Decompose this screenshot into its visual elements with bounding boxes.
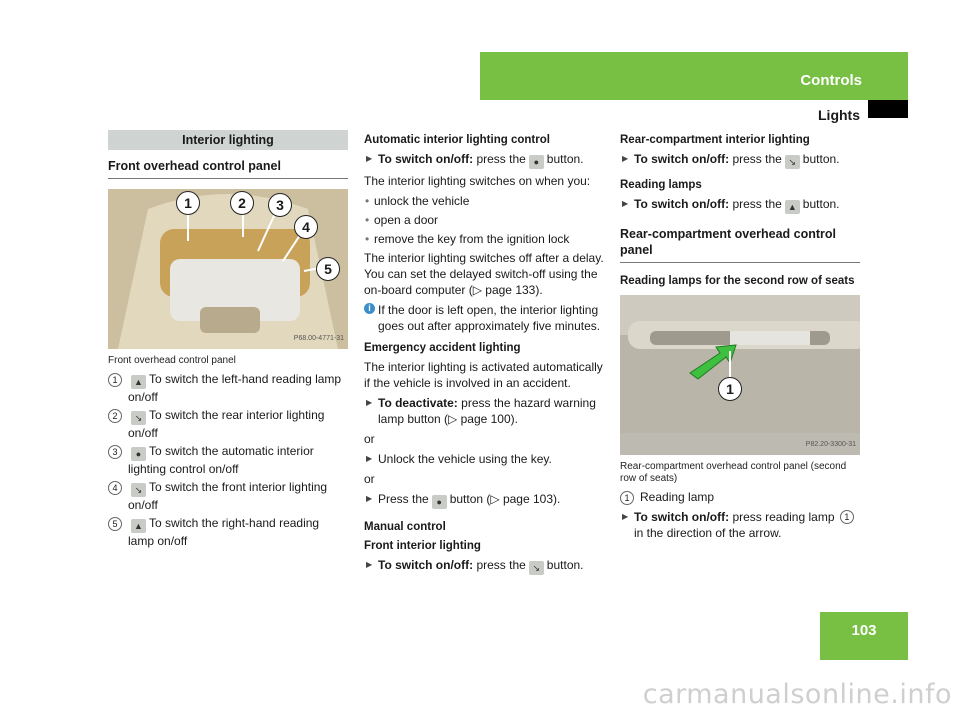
step-reading-switch bbox=[620, 196, 860, 214]
bullet-item: • unlock the vehicle bbox=[364, 193, 606, 209]
front-panel-photo bbox=[108, 189, 348, 349]
figure-caption: Rear-compartment overhead control panel (second row of seats) bbox=[620, 461, 847, 484]
chapter-tab bbox=[480, 52, 908, 100]
info-icon: i bbox=[364, 303, 375, 314]
step-text: press the bbox=[476, 152, 526, 166]
section-heading: Interior lighting bbox=[108, 130, 348, 150]
rear-light-icon: ↘ bbox=[131, 411, 146, 425]
step-text: button. bbox=[546, 558, 584, 572]
callout-4: 4 bbox=[294, 215, 318, 239]
step-reading-lamp bbox=[620, 509, 860, 541]
step-unlock: ▶ Unlock the vehicle using the key. bbox=[364, 451, 606, 467]
step-text: Press the bbox=[378, 492, 429, 506]
step-label: To switch on/off: bbox=[378, 558, 474, 572]
section-marker bbox=[868, 100, 908, 118]
step-text: press the hazard warning lamp button (▷ page 100). bbox=[378, 396, 596, 426]
rear-light-icon: ↘ bbox=[785, 155, 800, 169]
step-deactivate bbox=[364, 395, 606, 427]
paragraph: The interior lighting switches off after a delay. You can set the delayed switch-off using the on-board computer (▷ page 133). bbox=[364, 251, 604, 297]
front-panel-illustration bbox=[108, 189, 348, 349]
heading-rear-lighting: Rear-compartment interior lighting bbox=[620, 134, 810, 146]
paragraph: The interior lighting switches on when you: bbox=[364, 174, 591, 188]
page-number: 103 bbox=[851, 622, 877, 639]
step-text: button. bbox=[802, 152, 840, 166]
legend-number: 2 bbox=[108, 409, 122, 423]
legend-text: Reading lamp bbox=[640, 490, 715, 504]
reading-lamp-right-icon: ▲ bbox=[131, 519, 146, 533]
column-right bbox=[620, 130, 860, 545]
step-label: To switch on/off: bbox=[634, 510, 730, 524]
figure-caption: Front overhead control panel bbox=[108, 355, 236, 366]
legend-number: 4 bbox=[108, 481, 122, 495]
legend-number: 3 bbox=[108, 445, 122, 459]
column-middle bbox=[364, 130, 606, 579]
legend-text: To switch the rear interior lighting on/off bbox=[128, 408, 325, 440]
legend-item bbox=[108, 443, 348, 477]
step-text: button. bbox=[546, 152, 584, 166]
callout-3: 3 bbox=[268, 193, 292, 217]
step-text: in the direction of the arrow. bbox=[634, 526, 782, 540]
callout-2: 2 bbox=[230, 191, 254, 215]
heading-rear-panel: Rear-compartment overhead control panel bbox=[620, 226, 860, 263]
legend-item bbox=[108, 479, 348, 513]
heading-reading-lamps: Reading lamps bbox=[620, 179, 702, 191]
page-number-box bbox=[820, 612, 908, 660]
step-text: press the bbox=[732, 152, 782, 166]
legend-text: To switch the front interior lighting on/off bbox=[128, 480, 328, 512]
auto-light-icon: ● bbox=[529, 155, 544, 169]
or-text: or bbox=[364, 472, 375, 486]
step-front-switch bbox=[364, 557, 606, 575]
legend-number: 1 bbox=[108, 373, 122, 387]
step-text: press the bbox=[476, 558, 526, 572]
auto-light-icon: ● bbox=[432, 495, 447, 509]
callout-1: 1 bbox=[718, 377, 742, 401]
or-text: or bbox=[364, 432, 375, 446]
step-text: button (▷ page 103). bbox=[449, 492, 561, 506]
rear-panel-illustration bbox=[620, 295, 860, 455]
rear-panel-photo bbox=[620, 295, 860, 455]
step-label: To deactivate: bbox=[378, 396, 458, 410]
legend-number: 5 bbox=[108, 517, 122, 531]
front-light-icon: ↘ bbox=[131, 483, 146, 497]
legend-item bbox=[620, 489, 860, 505]
bullet-item: • remove the key from the ignition lock bbox=[364, 231, 606, 247]
step-text: press the bbox=[732, 197, 782, 211]
inline-number: 1 bbox=[840, 510, 854, 524]
subheading: Front overhead control panel bbox=[108, 158, 348, 179]
paragraph: The interior lighting is activated automatically if the vehicle is involved in an accident. bbox=[364, 360, 603, 390]
heading-front-lighting: Front interior lighting bbox=[364, 540, 481, 552]
legend-number: 1 bbox=[620, 491, 634, 505]
legend-item bbox=[108, 515, 348, 549]
chapter-title: Controls bbox=[800, 72, 862, 89]
step-text: button. bbox=[802, 197, 840, 211]
callout-1: 1 bbox=[176, 191, 200, 215]
legend-item bbox=[108, 407, 348, 441]
callout-5: 5 bbox=[316, 257, 340, 281]
legend-text: To switch the left-hand reading lamp on/off bbox=[128, 372, 342, 404]
front-light-icon: ↘ bbox=[529, 561, 544, 575]
heading-automatic-lighting: Automatic interior lighting control bbox=[364, 134, 550, 146]
heading-emergency-lighting: Emergency accident lighting bbox=[364, 342, 521, 354]
column-left bbox=[108, 130, 348, 551]
reading-lamp-left-icon: ▲ bbox=[131, 375, 146, 389]
reading-lamp-icon: ▲ bbox=[785, 200, 800, 214]
step-label: To switch on/off: bbox=[634, 152, 730, 166]
image-reference: P82.20-3300-31 bbox=[805, 441, 856, 448]
legend-text: To switch the right-hand reading lamp on/off bbox=[128, 516, 320, 548]
step-auto-switch bbox=[364, 151, 606, 169]
heading-second-row: Reading lamps for the second row of seats bbox=[620, 275, 855, 287]
bullet-item: • open a door bbox=[364, 212, 606, 228]
legend-text: To switch the automatic interior lighting control on/off bbox=[128, 444, 314, 476]
step-press-button bbox=[364, 491, 606, 509]
step-text: press reading lamp bbox=[732, 510, 835, 524]
heading-manual-control: Manual control bbox=[364, 521, 446, 533]
step-label: To switch on/off: bbox=[378, 152, 474, 166]
step-label: To switch on/off: bbox=[634, 197, 730, 211]
info-text: If the door is left open, the interior lighting goes out after approximately five minutes. bbox=[378, 303, 601, 333]
legend-item bbox=[108, 371, 348, 405]
section-title: Lights bbox=[818, 107, 860, 123]
auto-light-icon: ● bbox=[131, 447, 146, 461]
step-rear-switch bbox=[620, 151, 860, 169]
image-reference: P68.00-4771-31 bbox=[293, 335, 344, 342]
info-note bbox=[364, 302, 606, 334]
watermark: carmanualsonline.info bbox=[642, 679, 952, 710]
